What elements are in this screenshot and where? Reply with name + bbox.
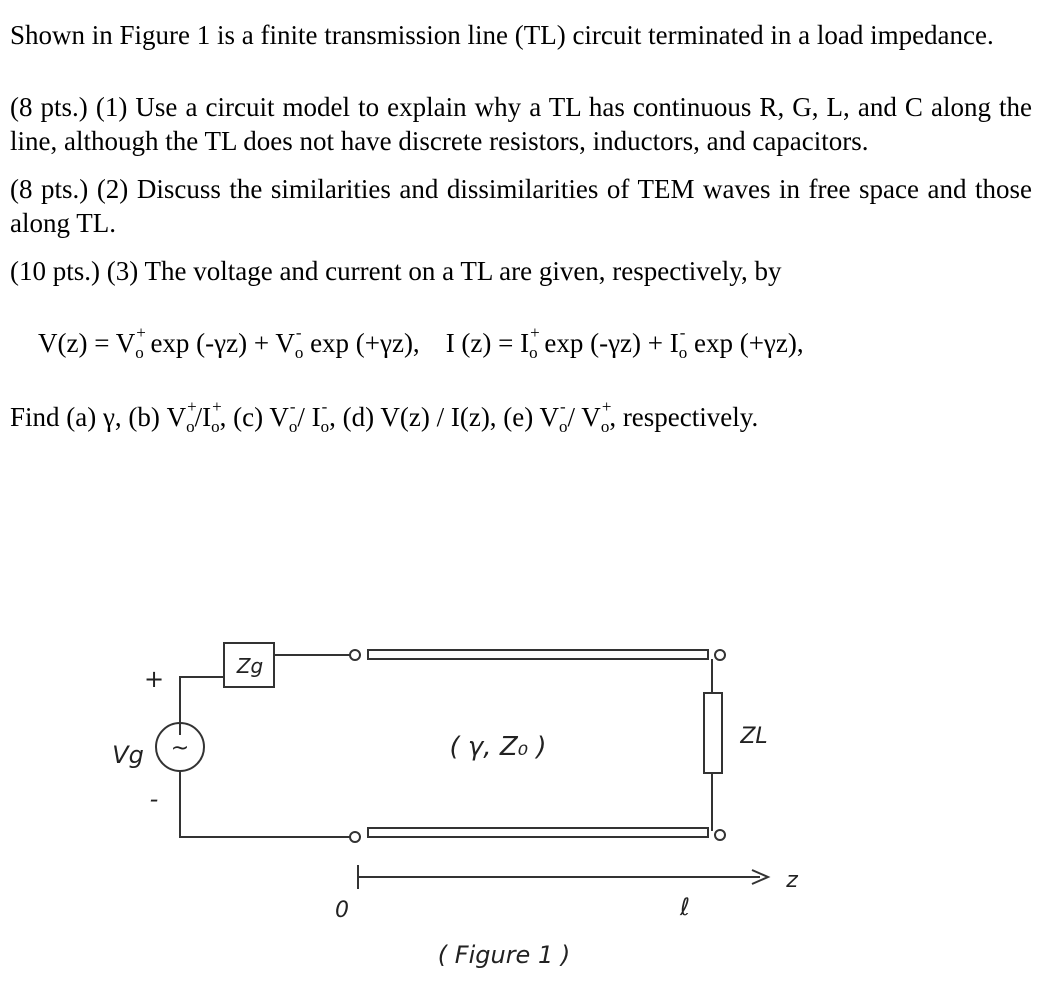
tl-bottom-conductor: [368, 828, 708, 837]
minus-label: -: [149, 785, 159, 813]
tl-top-conductor: [368, 650, 708, 659]
intro-paragraph: Shown in Figure 1 is a finite transmission line (TL) circuit terminated in a load impedance.: [10, 20, 994, 50]
output-bottom-terminal: [715, 830, 725, 840]
io-plus: + $_o$: [529, 323, 540, 362]
source-bottom-wire: [180, 771, 350, 837]
i-term1: exp (-γz) + I: [537, 328, 679, 358]
input-bottom-terminal: [350, 832, 360, 842]
question-3-points: (10 pts.): [10, 256, 100, 286]
question-1-number: (1): [95, 92, 128, 122]
voltage-current-equation: [10, 323, 1032, 362]
vg-label: Vg: [112, 741, 144, 769]
i-lhs: I (z) = I: [445, 328, 530, 358]
input-top-terminal: [350, 650, 360, 660]
question-3-text: The voltage and current on a TL are given, respectively, by: [144, 256, 782, 286]
question-3-number: (3): [106, 256, 139, 286]
plus-label: +: [143, 665, 165, 693]
question-1-points: (8 pts.): [10, 92, 88, 122]
source-top-wire: [180, 677, 224, 735]
i-term2: exp (+γz),: [687, 328, 804, 358]
question-1-text: Use a circuit model to explain why a TL has continuous R, G, L, and C along the line, although the TL does not have discrete resistors, inductors, and capacitors.: [10, 92, 1033, 156]
question-3: [10, 254, 1032, 288]
question-2-number: (2): [96, 174, 129, 204]
question-2-points: (8 pts.): [10, 174, 89, 204]
io-minus: - $_o$: [678, 323, 688, 362]
vo-plus: + $_o$: [135, 323, 146, 362]
question-1: [10, 90, 1032, 158]
length-label: ℓ: [680, 893, 690, 921]
find-statement: Find (a) γ, (b) V + $_o$/I + $_o$, (c) V - $_o$/ I - $_o$, (d) V(z) / I(z), (e) V - $_o$/ V + $_o$, respectively.: [10, 397, 759, 436]
question-2: [10, 172, 1032, 240]
vo-minus: - $_o$: [294, 323, 304, 362]
problem-text: [10, 18, 1032, 434]
v-term1: exp (-γz) + V: [143, 328, 295, 358]
z-axis-label: z: [786, 868, 798, 893]
figure-caption: ( Figure 1 ): [437, 941, 571, 969]
zl-label: ZL: [740, 724, 768, 749]
source-symbol: ~: [170, 736, 190, 761]
output-top-terminal: [715, 650, 725, 660]
zl-box: [704, 693, 722, 773]
question-2-text: Discuss the similarities and dissimilarities of TEM waves in free space and those along TL.: [10, 174, 1032, 238]
line-parameters-label: ( γ, Z₀ ): [449, 732, 547, 762]
v-lhs: V(z) = V: [38, 328, 136, 358]
origin-label: 0: [335, 898, 349, 923]
circuit-diagram: [100, 615, 820, 985]
tl-circuit-figure: [100, 615, 820, 985]
v-term2: exp (+γz),: [303, 328, 420, 358]
zg-label: Zg: [236, 654, 264, 678]
